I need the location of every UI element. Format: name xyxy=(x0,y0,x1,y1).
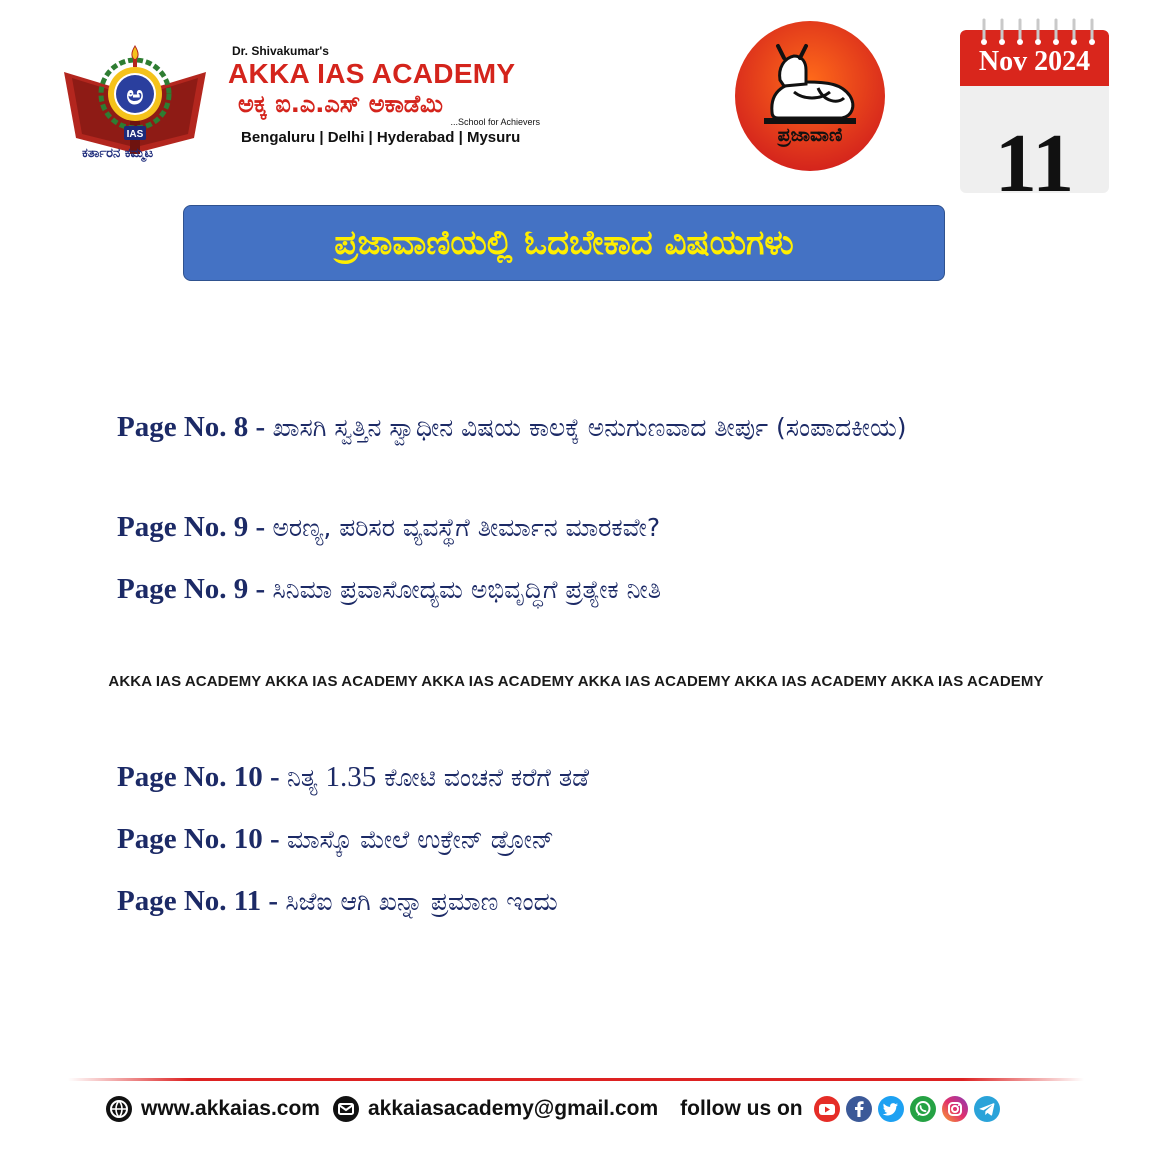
follow-label: follow us on xyxy=(680,1097,803,1120)
entries-bottom-3 xyxy=(117,882,1057,921)
entries-top-3 xyxy=(117,570,1057,609)
email-icon xyxy=(332,1095,360,1123)
youtube-icon[interactable] xyxy=(813,1095,841,1123)
calendar-date xyxy=(960,30,1109,193)
globe-icon xyxy=(105,1095,133,1123)
headline: ಸಿಜೆಐ ಆಗಿ ಖನ್ನಾ ಪ್ರಮಾಣ ಇಂದು xyxy=(285,887,558,916)
footer xyxy=(105,1092,1001,1126)
social-links xyxy=(809,1095,1001,1123)
page-number: Page No. 11 - xyxy=(117,885,286,917)
list-item xyxy=(117,570,1057,609)
headline-part: ನಿತ್ಯ xyxy=(286,763,326,792)
facebook-icon[interactable] xyxy=(845,1095,873,1123)
emblem-letter: ಅ xyxy=(126,81,144,111)
page-number: Page No. 9 - xyxy=(117,573,273,605)
entries-bottom xyxy=(117,758,1057,797)
page-number: Page No. 10 - xyxy=(117,823,287,855)
footer-divider xyxy=(68,1078,1084,1081)
headline xyxy=(287,763,589,792)
entries-top-2 xyxy=(117,508,1057,547)
telegram-icon[interactable] xyxy=(973,1095,1001,1123)
calendar-day: 11 xyxy=(994,117,1075,193)
watermark-text: AKKA IAS ACADEMY AKKA IAS ACADEMY AKKA IAS ACADEMY AKKA IAS ACADEMY AKKA IAS ACADEMY AKKA IAS ACADEMY xyxy=(108,673,1044,690)
page-number: Page No. 9 - xyxy=(117,511,273,543)
website-link[interactable]: www.akkaias.com xyxy=(141,1097,320,1120)
emblem-badge: IAS xyxy=(126,129,144,140)
list-item xyxy=(117,882,1057,921)
headline: ಮಾಸ್ಕೊ ಮೇಲೆ ಉಕ್ರೇನ್ ಡ್ರೋನ್ xyxy=(286,825,554,854)
academy-name-kannada: ಅಕ್ಕ ಐ.ಎ.ಎಸ್ ಅಕಾಡೆಮಿ xyxy=(238,90,443,118)
academy-wordmark xyxy=(228,44,558,146)
academy-prefix: Dr. Shivakumar's xyxy=(232,44,329,58)
headline: ಅರಣ್ಯ, ಪರಿಸರ ವ್ಯವಸ್ಥೆಗೆ ತೀರ್ಮಾನ ಮಾರಕವೇ? xyxy=(272,513,661,542)
title-banner xyxy=(183,205,945,281)
academy-motto: ಕರ್ತಾರನ ಕಮ್ಮಟ xyxy=(82,146,154,161)
calendar-rings-icon xyxy=(962,18,1108,48)
list-item xyxy=(117,758,1057,797)
twitter-icon[interactable] xyxy=(877,1095,905,1123)
list-item xyxy=(117,820,1057,859)
email-link[interactable]: akkaiasacademy@gmail.com xyxy=(367,1097,659,1120)
headline-part: ಕೋಟಿ ವಂಚನೆ ಕರೆಗೆ ತಡೆ xyxy=(376,763,590,792)
instagram-icon[interactable] xyxy=(941,1095,969,1123)
newspaper-logo xyxy=(734,20,886,172)
entries-top xyxy=(117,408,1057,447)
list-item xyxy=(117,408,1057,447)
page-number: Page No. 10 - xyxy=(117,761,287,793)
academy-tagline: ...School for Achievers xyxy=(450,117,540,127)
newspaper-name: ಪ್ರಜಾವಾಣಿ xyxy=(777,124,843,146)
page-number: Page No. 8 - xyxy=(117,411,273,443)
banner-title: ಪ್ರಜಾವಾಣಿಯಲ್ಲಿ ಓದಬೇಕಾದ ವಿಷಯಗಳು xyxy=(334,223,794,263)
academy-cities: Bengaluru | Delhi | Hyderabad | Mysuru xyxy=(241,129,521,146)
headline: ಖಾಸಗಿ ಸ್ವತ್ತಿನ ಸ್ವಾಧೀನ ವಿಷಯ ಕಾಲಕ್ಕೆ ಅನುಗುಣವಾದ ತೀರ್ಪು (ಸಂಪಾದಕೀಯ) xyxy=(272,413,907,442)
headline-number: 1.35 xyxy=(325,761,377,793)
academy-name: AKKA IAS ACADEMY xyxy=(228,58,516,89)
whatsapp-icon[interactable] xyxy=(909,1095,937,1123)
calendar-month: Nov 2024 xyxy=(978,46,1091,77)
entries-bottom-2 xyxy=(117,820,1057,859)
headline: ಸಿನಿಮಾ ಪ್ರವಾಸೋದ್ಯಮ ಅಭಿವೃದ್ಧಿಗೆ ಪ್ರತ್ಯೇಕ ನೀತಿ xyxy=(272,575,661,604)
list-item xyxy=(117,508,1057,547)
